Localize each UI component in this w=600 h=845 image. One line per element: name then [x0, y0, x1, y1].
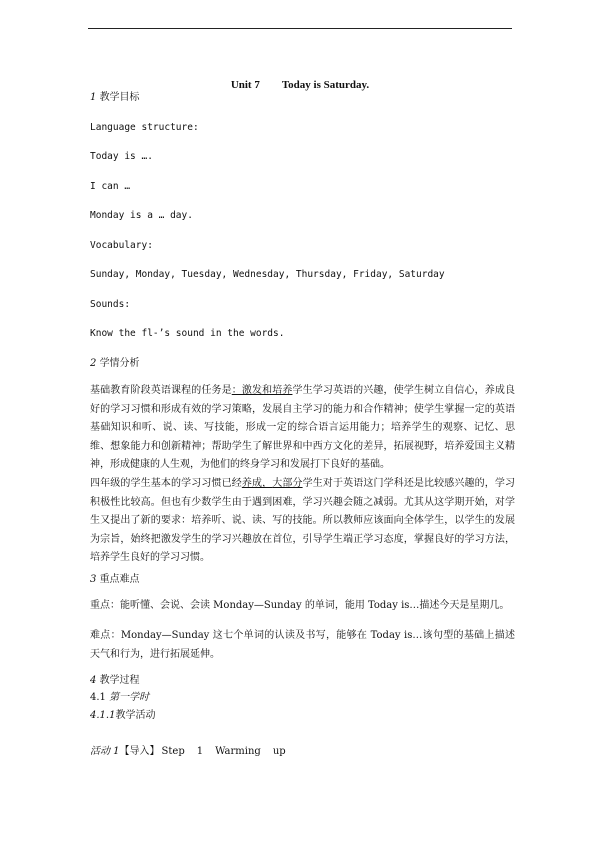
- title-text: Today is Saturday.: [281, 79, 370, 91]
- p1-underlined: ：激发和培养: [231, 385, 293, 396]
- section1-number: 1: [90, 92, 97, 103]
- p2-underlined-2: 大部分: [272, 478, 303, 489]
- difficulties: 难点：Monday—Sunday 这七个单词的认读及书写，能够在 Today is…该句型的基础上描述天气和行为，进行拓展延伸。: [90, 630, 515, 660]
- analysis-paragraph-1: [90, 382, 515, 475]
- section2-heading-text: 学情分析: [99, 358, 140, 369]
- subsection-4-1-number: 4.1: [90, 692, 106, 703]
- subsection-4-1-1-number: 4.1.1: [90, 710, 116, 721]
- section4-heading-text: 教学过程: [99, 675, 140, 686]
- activity-label: 活动 1: [90, 746, 120, 757]
- p2-text-b: 学生对于英语这门学科还是比较感兴趣的，学习积极性比较高。但也有少数学生由于遇到困难，学习兴趣会随之减弱。尤其从这学期开始，对学生又提出了新的要求：培养听、说、读、写的技能。所以教师应该面向全体学生，以学生的发展为宗旨，始终把激发学生的学习兴趣放在首位，引导学生端正学习态度，掌握良好的学习方法，培养学生良好的学习习惯。: [90, 478, 516, 563]
- activity-name-1: Warming: [215, 746, 261, 757]
- page-title: [90, 79, 510, 91]
- p2-underlined-1: 养成，: [241, 478, 273, 489]
- subsection-4-1-1-text: 教学活动: [115, 710, 156, 721]
- language-structure-label: Language structure:: [90, 122, 199, 133]
- structure-line-3: Monday is a … day.: [90, 210, 193, 221]
- p1-text-b: 学生学习英语的兴趣，使学生树立自信心，养成良好的学习习惯和形成有效的学习策略，发展自主学习的能力和合作精神；使学生掌握一定的英语基础知识和听、说、读、写技能，形成一定的综合语言运用能力；培养学生的观察、记忆、思维、想象能力和创新精神；帮助学生了解世界和中西方文化的差异，拓展视野，培养爱国主义精神，形成健康的人生观，为他们的终身学习和发展打下良好的基础。: [90, 385, 516, 470]
- subsection-4-1-text: 第一学时: [109, 692, 150, 703]
- activity-step-number: 1: [196, 746, 204, 757]
- sounds-label: Sounds:: [90, 299, 131, 310]
- section3-heading: [90, 573, 515, 586]
- section1-heading-text: 教学目标: [99, 92, 140, 103]
- subsection-4-1: [90, 691, 515, 704]
- section4-number: 4: [90, 675, 97, 686]
- section2-number: 2: [90, 358, 97, 369]
- section1-heading: [90, 91, 515, 104]
- p2-text-a: 四年级的学生基本的学习习惯已经: [90, 478, 242, 489]
- key-points: 重点：能听懂、会说、会读 Monday—Sunday 的单词，能用 Today is…描述今天是星期几。: [90, 600, 510, 611]
- activity-1-line: [90, 745, 515, 758]
- activity-tag: 【导入】: [119, 746, 160, 757]
- activity-step: Step: [161, 746, 185, 757]
- section2-heading: [90, 357, 515, 370]
- structure-line-1: Today is ….: [90, 151, 153, 162]
- sounds-text: Know the fl-’s sound in the words.: [90, 328, 285, 339]
- activity-name-2: up: [272, 746, 286, 757]
- section3-heading-text: 重点难点: [99, 574, 140, 585]
- structure-line-2: I can …: [90, 181, 131, 192]
- p1-text-a: 基础教育阶段英语课程的任务是: [90, 385, 232, 396]
- vocabulary-label: Vocabulary:: [90, 240, 153, 251]
- header-rule: [88, 28, 512, 29]
- subsection-4-1-1: [90, 709, 515, 722]
- section3-number: 3: [90, 574, 97, 585]
- section4-heading: [90, 674, 515, 687]
- analysis-paragraph-2: [90, 475, 515, 568]
- title-unit: Unit 7: [230, 79, 260, 91]
- vocabulary-list: Sunday, Monday, Tuesday, Wednesday, Thursday, Friday, Saturday: [90, 269, 445, 280]
